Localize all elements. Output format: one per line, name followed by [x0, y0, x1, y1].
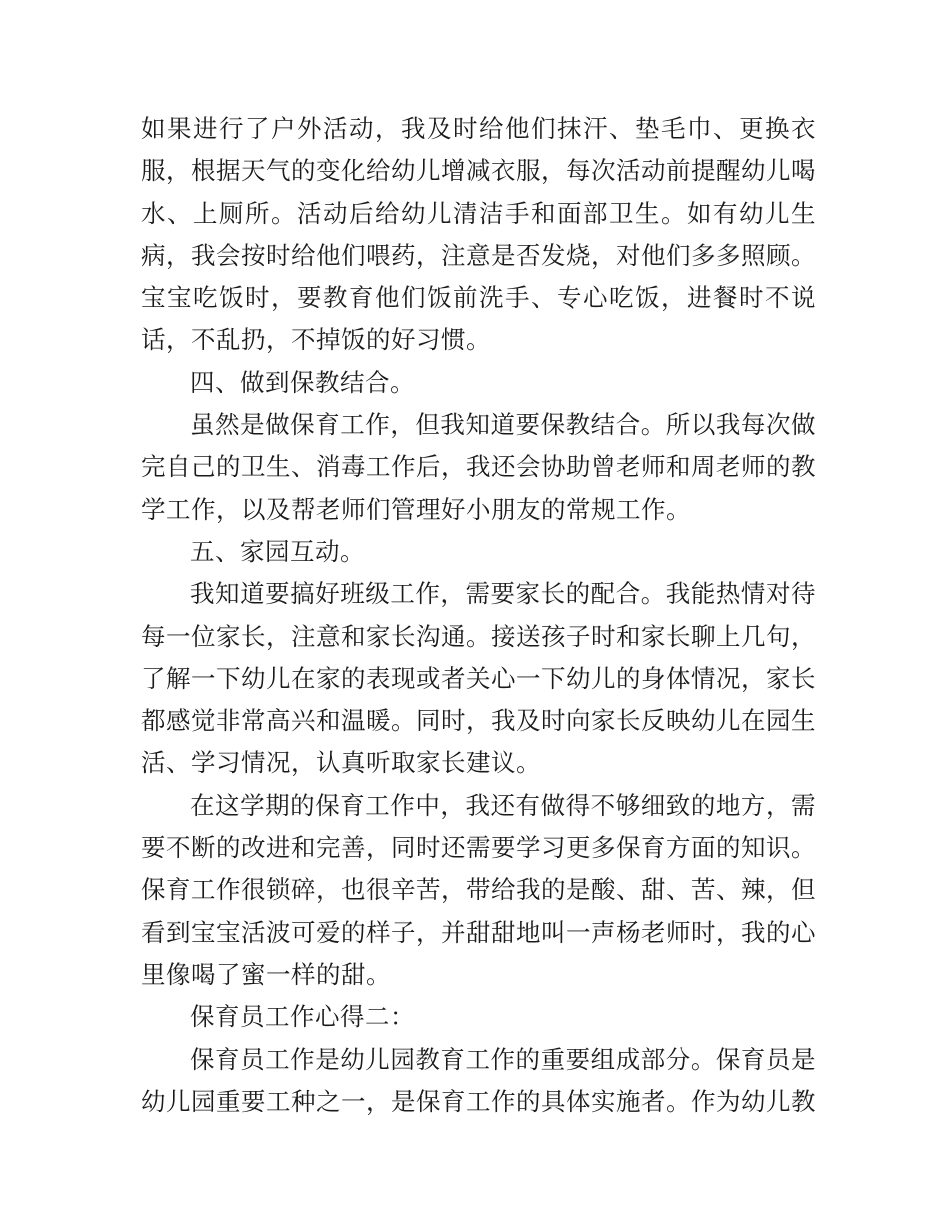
section-heading-five: 五、家园互动。	[190, 536, 365, 566]
section-heading-essay-two: 保育员工作心得二：	[190, 1002, 415, 1032]
paragraph-continuation: 如果进行了户外活动，我及时给他们抹汗、垫毛巾、更换衣服，根据天气的变化给幼儿增减衣服，每次活动前提醒幼儿喝水、上厕所。活动后给幼儿清洁手和面部卫生。如有幼儿生病，我会按时给他们喂药，注意是否发烧，对他们多多照顾。宝宝吃饭时，要教育他们饭前洗手、专心吃饭，进餐时不说话，不乱扔，不掉饭的好习惯。	[141, 114, 816, 355]
paragraph: 保育员工作是幼儿园教育工作的重要组成部分。保育员是幼儿园重要工种之一，是保育工作的具体实施者。作为幼儿教	[141, 1044, 816, 1116]
paragraph: 我知道要搞好班级工作，需要家长的配合。我能热情对待每一位家长，注意和家长沟通。接送孩子时和家长聊上几句，了解一下幼儿在家的表现或者关心一下幼儿的身体情况，家长都感觉非常高兴和温暖。同时，我及时向家长反映幼儿在园生活、学习情况，认真听取家长建议。	[141, 579, 816, 778]
document-body	[141, 108, 816, 1123]
paragraph: 在这学期的保育工作中，我还有做得不够细致的地方，需要不断的改进和完善，同时还需要学习更多保育方面的知识。保育工作很锁碎，也很辛苦，带给我的是酸、甜、苦、辣，但看到宝宝活波可爱的样子，并甜甜地叫一声杨老师时，我的心里像喝了蜜一样的甜。	[141, 790, 816, 989]
section-heading-four: 四、做到保教结合。	[190, 367, 415, 397]
paragraph: 虽然是做保育工作，但我知道要保教结合。所以我每次做完自己的卫生、消毒工作后，我还会协助曾老师和周老师的教学工作，以及帮老师们管理好小朋友的常规工作。	[141, 410, 816, 524]
